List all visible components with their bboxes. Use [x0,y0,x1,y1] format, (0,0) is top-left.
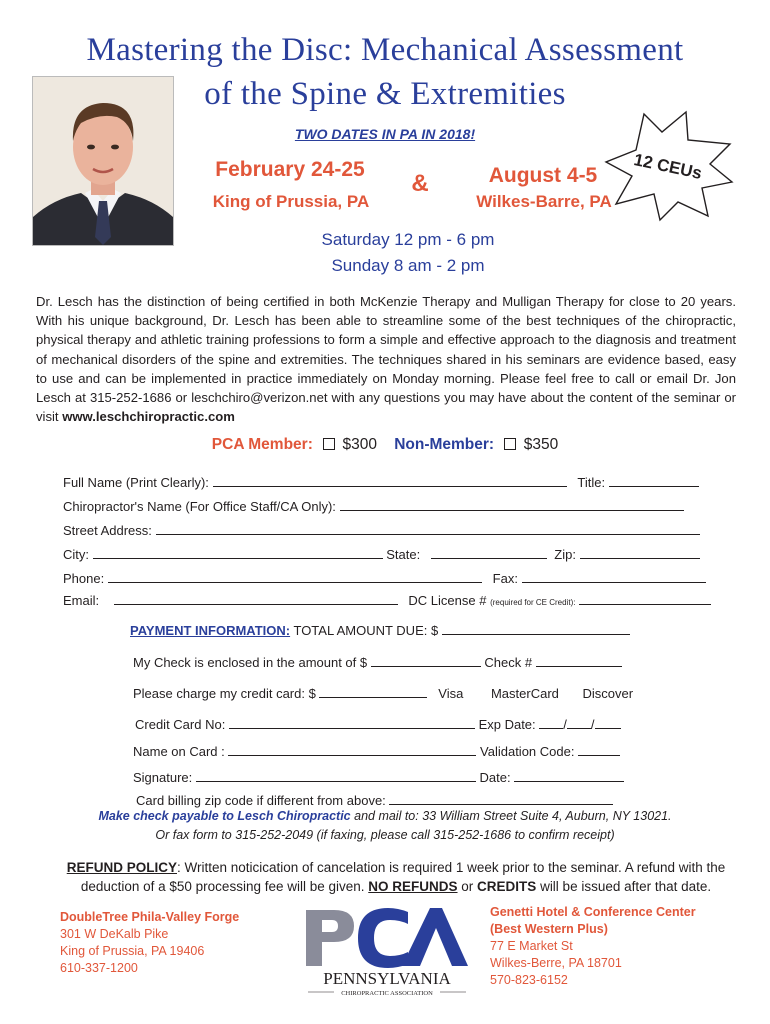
refund-policy [46,858,746,896]
location-left-phone: 610-337-1200 [60,961,138,975]
refund-or: or [457,879,478,894]
signature-row [133,769,624,786]
full-name-row [63,474,699,491]
mailing-address: and mail to: 33 William Street Suite 4, Auburn, NY 13021. [350,809,672,823]
exp-date-label: Exp Date: [478,717,536,732]
name-on-card-row [133,743,620,760]
license-field[interactable] [579,592,711,605]
payable-to: Make check payable to Lesch Chiropractic [98,809,351,823]
billing-zip-row [136,792,613,809]
exp-slash-1: / [563,717,567,732]
total-due-field[interactable] [442,622,630,635]
state-field[interactable] [431,546,547,559]
payment-row [130,622,630,639]
license-note: (required for CE Credit): [490,598,576,607]
validation-label: Validation Code: [480,744,575,759]
location-left-name: DoubleTree Phila-Valley Forge [60,910,240,924]
location-right [490,904,740,989]
street-row [63,522,700,539]
card-number-label: Credit Card No: [135,717,226,732]
phone-label: Phone: [63,571,105,586]
member-price: $300 [342,436,377,453]
check-amount-field[interactable] [371,654,481,667]
card-number-field[interactable] [229,716,475,729]
pca-logo-icon [304,904,470,1000]
refund-text-1: : Written noticication of cancelation is required 1 week prior to the seminar. A refund with the deduction of a $50 processing fee will be given. [80,860,726,894]
city-1: King of Prussia, PA [212,192,370,211]
ampersand: & [411,170,429,197]
nonmember-label: Non-Member: [394,436,495,453]
email-row [63,592,711,611]
chiro-name-field[interactable] [340,498,684,511]
phone-field[interactable] [108,570,482,583]
license-label: DC License # [408,593,487,608]
pricing-row [0,436,770,454]
location-right-city: Wilkes-Berre, PA 18701 [490,956,622,970]
location-left [60,909,280,977]
title-label: Title: [577,475,606,490]
location-left-city: King of Prussia, PA 19406 [60,944,205,958]
page-title-line-1: Mastering the Disc: Mechanical Assessment [86,32,684,68]
schedule-saturday: Saturday 12 pm - 6 pm [321,230,495,249]
check-row [133,654,622,671]
chiro-name-row [63,498,684,515]
check-number-field[interactable] [536,654,622,667]
nonmember-checkbox[interactable] [504,438,516,450]
charge-amount-field[interactable] [319,685,427,698]
location-right-name-2: (Best Western Plus) [490,922,608,936]
payment-heading: PAYMENT INFORMATION: [130,623,291,638]
pca-logo [304,904,470,1000]
description-text: Dr. Lesch has the distinction of being certified in both McKenzie Therapy and Mulligan Therapy for close to 20 years. With his unique background, Dr. Lesch has been able to streamline some of the best techniques of the chiropractic, physical therapy and athletic training professions to form a simple and effective approach to the diagnosis and treatment of mechanical disorders of the spine and extremities. The techniques shared in his seminars are evidence based, easy to use and can be implemented in practice immediately on Monday morning. Please feel free to call or email Dr. Jon Lesch at 315-252-1686 or leschchiro@verizon.net with any questions you may have about the content of the seminar or visit [36,294,736,425]
billing-zip-field[interactable] [389,792,613,805]
email-field[interactable] [114,592,398,605]
billing-zip-label: Card billing zip code if different from above: [136,793,386,808]
ceu-badge-text: 12 CEUs [632,150,704,183]
zip-label: Zip: [554,547,576,562]
location-left-street: 301 W DeKalb Pike [60,927,169,941]
full-name-field[interactable] [213,474,567,487]
refund-text-2: will be issued after that date. [536,879,712,894]
page-title-line-2: of the Spine & Extremities [204,76,566,112]
member-checkbox[interactable] [323,438,335,450]
signature-label: Signature: [133,770,193,785]
exp-year-field[interactable] [595,716,621,729]
date-1: February 24-25 [215,158,365,181]
street-field[interactable] [156,522,700,535]
credits: CREDITS [477,879,537,894]
total-due-label: TOTAL AMOUNT DUE: $ [293,623,439,638]
exp-day-field[interactable] [567,716,591,729]
fax-field[interactable] [522,570,706,583]
presenter-portrait-icon [33,77,173,245]
refund-heading: REFUND POLICY [66,860,177,875]
signature-field[interactable] [196,769,476,782]
location-right-street: 77 E Market St [490,939,573,953]
pca-logo-name: PENNSYLVANIA [323,969,451,988]
visa-option[interactable]: Visa [438,686,464,701]
presenter-photo [32,76,174,246]
city-2: Wilkes-Barre, PA [476,192,612,211]
fax-label: Fax: [492,571,518,586]
no-refunds: NO REFUNDS [368,879,458,894]
location-right-name: Genetti Hotel & Conference Center [490,905,696,919]
two-dates-heading [0,126,770,142]
fax-instructions: Or fax form to 315-252-2049 (if faxing, please call 315-252-1686 to confirm receipt) [155,828,615,842]
phone-row [63,570,706,587]
zip-field[interactable] [580,546,700,559]
city-field[interactable] [93,546,383,559]
charge-row [133,685,633,702]
city-label: City: [63,547,89,562]
city-row [63,546,700,563]
name-on-card-label: Name on Card : [133,744,225,759]
location-right-phone: 570-823-6152 [490,973,568,987]
mastercard-option[interactable]: MasterCard [490,686,559,701]
check-amount-label: My Check is enclosed in the amount of $ [133,655,368,670]
date-label: Date: [479,770,511,785]
state-label: State: [386,547,421,562]
date-field[interactable] [514,769,624,782]
pca-logo-subtitle: CHIROPRACTIC ASSOCIATION [341,990,433,997]
member-label: PCA Member: [211,436,313,453]
title-field[interactable] [609,474,699,487]
chiro-name-label: Chiropractor's Name (For Office Staff/CA Only): [63,499,336,514]
street-label: Street Address: [63,523,152,538]
discover-option[interactable]: Discover [582,686,634,701]
schedule-sunday: Sunday 8 am - 2 pm [331,256,485,275]
email-label: Email: [63,593,100,608]
full-name-label: Full Name (Print Clearly): [63,475,209,490]
exp-month-field[interactable] [539,716,563,729]
two-dates-text: TWO DATES IN PA IN 2018! [294,126,476,142]
check-number-label: Check # [484,655,533,670]
date-2: August 4-5 [488,164,598,187]
description-paragraph [36,292,736,426]
nonmember-price: $350 [523,436,559,453]
exp-slash-2: / [590,717,595,732]
mailing-instructions [0,809,770,823]
validation-field[interactable] [578,743,620,756]
website-link[interactable]: www.leschchiropractic.com [62,409,235,425]
card-number-row [135,716,621,733]
name-on-card-field[interactable] [228,743,476,756]
charge-label: Please charge my credit card: $ [133,686,316,701]
